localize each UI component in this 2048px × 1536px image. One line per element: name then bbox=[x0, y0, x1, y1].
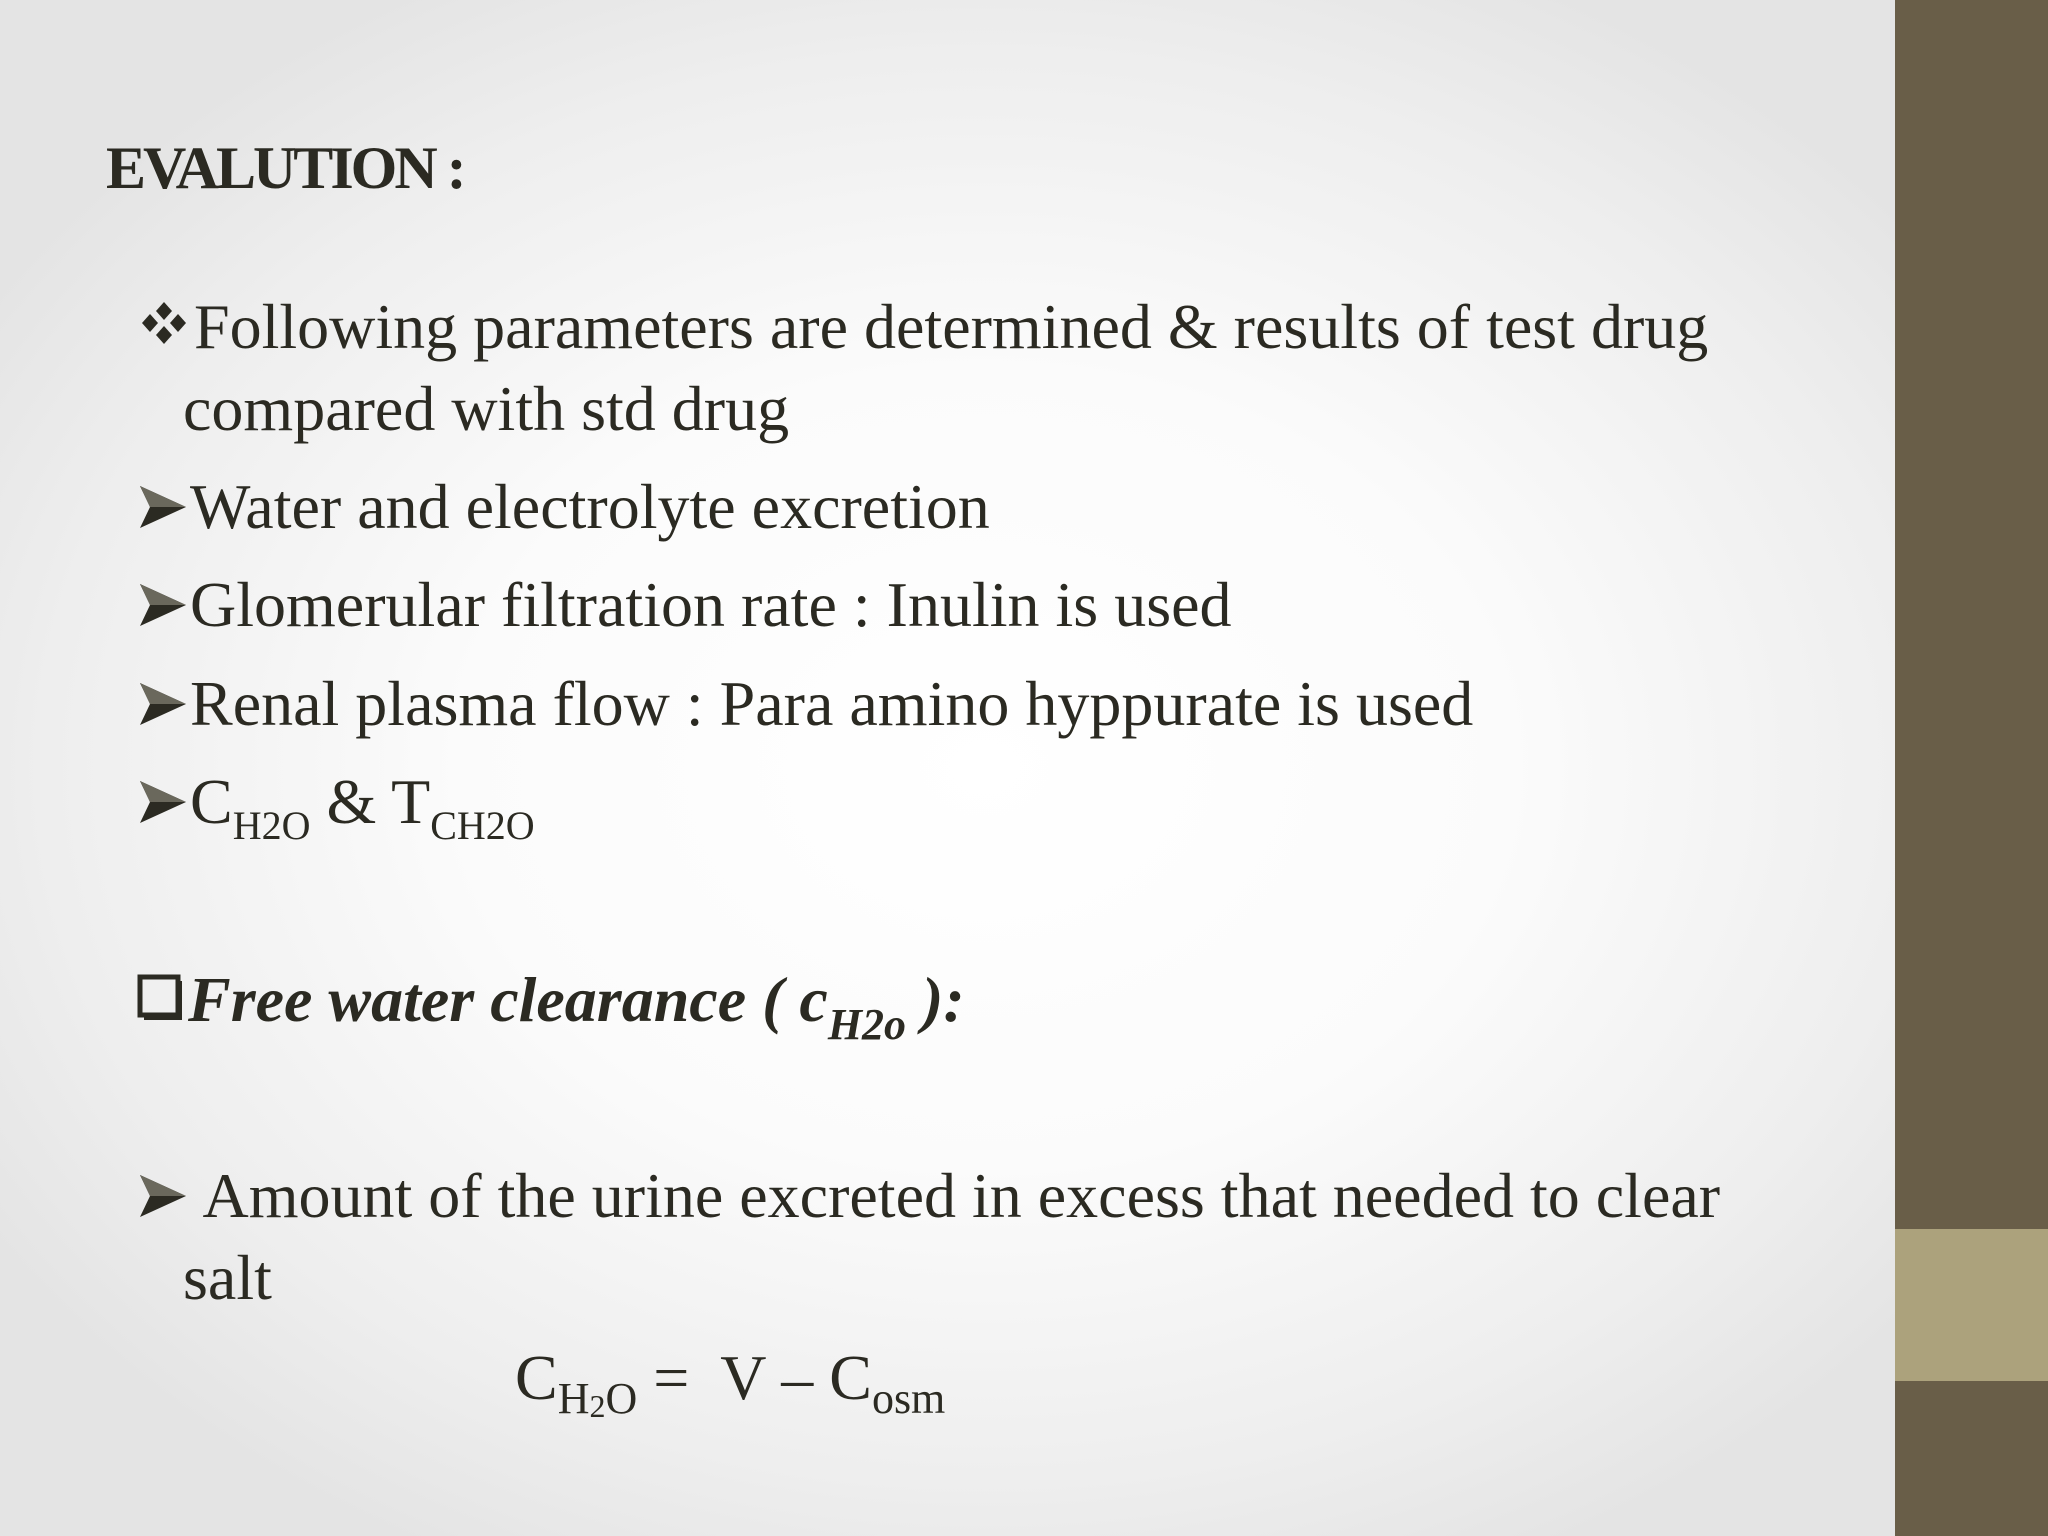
arrowhead-bullet-icon bbox=[136, 580, 188, 630]
definition-text-2: salt bbox=[183, 1242, 272, 1313]
free-water-clearance-formula bbox=[515, 1338, 946, 1424]
arrowhead-bullet-icon bbox=[136, 1171, 188, 1221]
arrowhead-bullet-icon bbox=[136, 482, 188, 532]
intro-line-2 bbox=[183, 369, 789, 449]
param-amp: & bbox=[310, 766, 392, 837]
list-item-parameters bbox=[136, 762, 535, 848]
list-item-text: Water and electrolyte excretion bbox=[190, 471, 990, 542]
arrowhead-bullet-icon bbox=[136, 679, 188, 729]
arrowhead-bullet-icon bbox=[136, 777, 188, 827]
definition-text-1: Amount of the urine excreted in excess that needed to clear bbox=[190, 1160, 1721, 1231]
param-c: C bbox=[190, 766, 233, 837]
intro-text-1: Following parameters are determined & results of test drug bbox=[194, 291, 1709, 362]
intro-line-1 bbox=[136, 287, 1708, 367]
param-t-subscript: CH2O bbox=[430, 803, 535, 848]
formula-rhs-subscript: osm bbox=[871, 1374, 946, 1423]
list-item bbox=[136, 565, 1232, 645]
formula-rhs: = V – C bbox=[637, 1342, 872, 1413]
param-c-subscript: H2O bbox=[232, 803, 311, 848]
formula-lhs: C bbox=[515, 1342, 558, 1413]
heading-suffix: ): bbox=[906, 964, 965, 1035]
list-item-text: Glomerular filtration rate : Inulin is used bbox=[190, 569, 1232, 640]
decorative-sidebar-accent bbox=[1895, 1229, 2048, 1381]
definition-line-2 bbox=[183, 1238, 272, 1318]
heading-subscript: H2o bbox=[827, 1000, 907, 1049]
hollow-square-bullet-icon bbox=[136, 973, 184, 1021]
section-heading bbox=[136, 960, 965, 1049]
intro-text-2: compared with std drug bbox=[183, 373, 790, 444]
definition-line-1 bbox=[136, 1156, 1720, 1236]
slide-title: EVALUTION : bbox=[106, 135, 464, 201]
list-item bbox=[136, 467, 990, 547]
four-diamond-bullet-icon bbox=[136, 298, 192, 348]
formula-lhs-subscript: H2O bbox=[557, 1374, 638, 1424]
list-item-text: Renal plasma flow : Para amino hyppurate is used bbox=[190, 668, 1474, 739]
list-item bbox=[136, 664, 1473, 744]
heading-text: Free water clearance ( c bbox=[188, 964, 828, 1035]
param-t: T bbox=[391, 766, 431, 837]
